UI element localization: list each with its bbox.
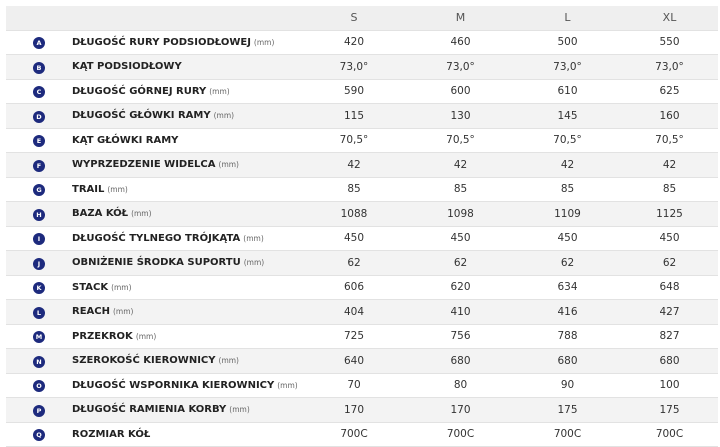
value-cell-s: 606 (301, 275, 407, 300)
measurement-name: TRAIL (72, 183, 105, 195)
measurement-unit: (mm) (253, 37, 275, 47)
row-badge-cell (6, 202, 72, 227)
measurement-name-cell (72, 349, 301, 374)
value-cell-xl: 625 (621, 79, 718, 104)
value-cell-s: 73,0° (301, 55, 407, 80)
row-badge-cell (6, 79, 72, 104)
table-row (6, 300, 718, 325)
row-badge-cell (6, 349, 72, 374)
table-row (6, 128, 718, 153)
row-letter-badge: D (33, 111, 45, 123)
row-badge-cell (6, 55, 72, 80)
measurement-name: WYPRZEDZENIE WIDELCA (72, 159, 216, 171)
value-cell-xl: 160 (621, 104, 718, 129)
table-row (6, 422, 718, 447)
value-cell-l: 42 (514, 153, 621, 178)
table-row (6, 153, 718, 178)
table-row (6, 275, 718, 300)
measurement-name-cell (72, 275, 301, 300)
value-cell-l: 500 (514, 30, 621, 55)
measurement-name-cell (72, 226, 301, 251)
value-cell-s: 62 (301, 251, 407, 276)
row-letter-badge: F (33, 160, 45, 172)
measurement-name-cell (72, 300, 301, 325)
measurement-name: SZEROKOŚĆ KIEROWNICY (72, 355, 216, 367)
table-row (6, 398, 718, 423)
row-badge-cell (6, 373, 72, 398)
measurement-name: OBNIŻENIE ŚRODKA SUPORTU (72, 257, 241, 269)
row-badge-cell (6, 324, 72, 349)
measurement-name: DŁUGOŚĆ RURY PODSIODŁOWEJ (72, 36, 251, 48)
value-cell-xl: 85 (621, 177, 718, 202)
value-cell-xl: 73,0° (621, 55, 718, 80)
value-cell-xl: 450 (621, 226, 718, 251)
value-cell-m: 130 (407, 104, 514, 129)
value-cell-s: 450 (301, 226, 407, 251)
value-cell-l: 680 (514, 349, 621, 374)
value-cell-m: 170 (407, 398, 514, 423)
value-cell-l: 85 (514, 177, 621, 202)
row-badge-cell (6, 300, 72, 325)
measurement-name: DŁUGOŚĆ GŁÓWKI RAMY (72, 110, 211, 122)
measurement-name: KĄT GŁÓWKI RAMY (72, 134, 179, 146)
row-badge-cell (6, 226, 72, 251)
size-header-s: S (301, 6, 407, 30)
measurement-name-cell (72, 202, 301, 227)
measurement-unit: (mm) (111, 282, 132, 292)
value-cell-s: 590 (301, 79, 407, 104)
value-cell-l: 450 (514, 226, 621, 251)
value-cell-m: 1098 (407, 202, 514, 227)
measurement-unit: (mm) (218, 356, 239, 366)
value-cell-l: 700C (514, 422, 621, 447)
measurement-unit: (mm) (112, 307, 134, 317)
measurement-name-cell (72, 55, 301, 80)
row-badge-cell (6, 104, 72, 129)
measurement-unit: (mm) (135, 331, 157, 341)
value-cell-xl: 42 (621, 153, 718, 178)
value-cell-l: 416 (514, 300, 621, 325)
table-row (6, 324, 718, 349)
table-row (6, 251, 718, 276)
value-cell-l: 70,5° (514, 128, 621, 153)
value-cell-m: 756 (407, 324, 514, 349)
value-cell-xl: 70,5° (621, 128, 718, 153)
table-row (6, 349, 718, 374)
value-cell-m: 410 (407, 300, 514, 325)
row-badge-cell (6, 422, 72, 447)
measurement-name: DŁUGOŚĆ RAMIENIA KORBY (72, 404, 227, 416)
row-badge-cell (6, 251, 72, 276)
value-cell-s: 70,5° (301, 128, 407, 153)
value-cell-s: 404 (301, 300, 407, 325)
measurement-name-cell (72, 422, 301, 447)
measurement-name-cell (72, 251, 301, 276)
row-letter-badge: O (33, 380, 45, 392)
value-cell-xl: 175 (621, 398, 718, 423)
measurement-name-cell (72, 30, 301, 55)
measurement-name-cell (72, 373, 301, 398)
measurement-name-cell (72, 79, 301, 104)
badge-column-header (6, 6, 72, 30)
row-letter-badge: L (33, 307, 45, 319)
measurement-unit: (mm) (218, 160, 239, 170)
value-cell-l: 73,0° (514, 55, 621, 80)
row-badge-cell (6, 275, 72, 300)
measurement-unit: (mm) (243, 233, 264, 243)
size-header-l: L (514, 6, 621, 30)
value-cell-xl: 100 (621, 373, 718, 398)
value-cell-l: 175 (514, 398, 621, 423)
geometry-table (6, 6, 718, 447)
row-letter-badge: Q (33, 429, 45, 441)
value-cell-xl: 680 (621, 349, 718, 374)
row-badge-cell (6, 30, 72, 55)
table-row (6, 55, 718, 80)
value-cell-xl: 827 (621, 324, 718, 349)
value-cell-s: 725 (301, 324, 407, 349)
value-cell-l: 788 (514, 324, 621, 349)
row-badge-cell (6, 177, 72, 202)
table-row (6, 202, 718, 227)
value-cell-m: 620 (407, 275, 514, 300)
measurement-unit: (mm) (209, 86, 230, 96)
header-row (6, 6, 718, 30)
measurement-unit: (mm) (131, 209, 152, 219)
measurement-name: DŁUGOŚĆ WSPORNIKA KIEROWNICY (72, 379, 275, 391)
row-letter-badge: M (33, 331, 45, 343)
row-letter-badge: G (33, 184, 45, 196)
measurement-name-cell (72, 398, 301, 423)
value-cell-s: 115 (301, 104, 407, 129)
value-cell-xl: 1125 (621, 202, 718, 227)
measurement-name-cell (72, 177, 301, 202)
value-cell-m: 62 (407, 251, 514, 276)
value-cell-xl: 550 (621, 30, 718, 55)
value-cell-s: 170 (301, 398, 407, 423)
value-cell-m: 70,5° (407, 128, 514, 153)
value-cell-xl: 62 (621, 251, 718, 276)
table-row (6, 177, 718, 202)
value-cell-s: 700C (301, 422, 407, 447)
table-row (6, 104, 718, 129)
measurement-name: KĄT PODSIODŁOWY (72, 61, 182, 73)
value-cell-l: 634 (514, 275, 621, 300)
measurement-name: ROZMIAR KÓŁ (72, 428, 151, 440)
value-cell-l: 145 (514, 104, 621, 129)
row-letter-badge: K (33, 282, 45, 294)
measurement-unit: (mm) (229, 405, 250, 415)
value-cell-xl: 427 (621, 300, 718, 325)
table-row (6, 226, 718, 251)
value-cell-xl: 700C (621, 422, 718, 447)
value-cell-s: 640 (301, 349, 407, 374)
value-cell-s: 85 (301, 177, 407, 202)
value-cell-xl: 648 (621, 275, 718, 300)
value-cell-m: 460 (407, 30, 514, 55)
row-badge-cell (6, 398, 72, 423)
measurement-name-cell (72, 104, 301, 129)
value-cell-s: 70 (301, 373, 407, 398)
row-letter-badge: I (33, 233, 45, 245)
row-letter-badge: A (33, 37, 45, 49)
value-cell-l: 1109 (514, 202, 621, 227)
value-cell-m: 700C (407, 422, 514, 447)
measurement-name: REACH (72, 306, 110, 318)
value-cell-s: 420 (301, 30, 407, 55)
row-letter-badge: E (33, 135, 45, 147)
measurement-name: STACK (72, 281, 109, 293)
row-badge-cell (6, 153, 72, 178)
row-letter-badge: P (33, 405, 45, 417)
value-cell-s: 1088 (301, 202, 407, 227)
measurement-name: PRZEKROK (72, 330, 133, 342)
value-cell-m: 73,0° (407, 55, 514, 80)
table-row (6, 30, 718, 55)
table-row (6, 79, 718, 104)
row-letter-badge: J (33, 258, 45, 270)
measurement-name-cell (72, 153, 301, 178)
measurement-unit: (mm) (213, 111, 235, 121)
value-cell-l: 90 (514, 373, 621, 398)
row-letter-badge: C (33, 86, 45, 98)
table-row (6, 373, 718, 398)
measurement-name-cell (72, 128, 301, 153)
measurement-unit: (mm) (277, 380, 298, 390)
value-cell-m: 450 (407, 226, 514, 251)
measurement-name: BAZA KÓŁ (72, 208, 129, 220)
size-header-m: M (407, 6, 514, 30)
value-cell-s: 42 (301, 153, 407, 178)
measurement-name-cell (72, 324, 301, 349)
measurement-unit: (mm) (107, 184, 128, 194)
value-cell-m: 85 (407, 177, 514, 202)
measurement-name: DŁUGOŚĆ GÓRNEJ RURY (72, 85, 207, 97)
value-cell-l: 62 (514, 251, 621, 276)
row-letter-badge: B (33, 62, 45, 74)
value-cell-m: 42 (407, 153, 514, 178)
value-cell-m: 600 (407, 79, 514, 104)
row-badge-cell (6, 128, 72, 153)
value-cell-l: 610 (514, 79, 621, 104)
value-cell-m: 680 (407, 349, 514, 374)
name-column-header (72, 6, 301, 30)
value-cell-m: 80 (407, 373, 514, 398)
row-letter-badge: H (33, 209, 45, 221)
measurement-unit: (mm) (243, 258, 265, 268)
measurement-name: DŁUGOŚĆ TYLNEGO TRÓJKĄTA (72, 232, 241, 244)
size-header-xl: XL (621, 6, 718, 30)
row-letter-badge: N (33, 356, 45, 368)
